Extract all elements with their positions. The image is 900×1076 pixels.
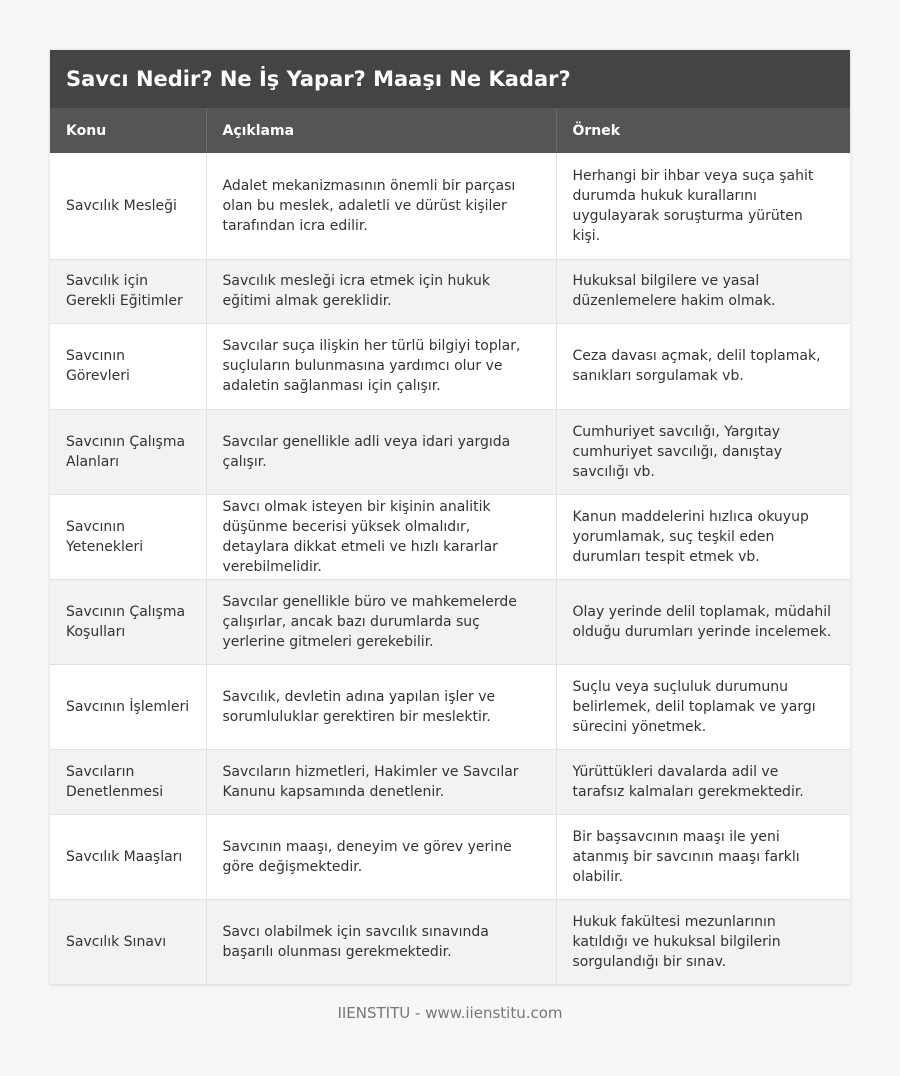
cell-konu: Savcının Çalışma Koşulları [50,579,206,664]
cell-aciklama: Savcılık mesleği icra etmek için hukuk eğitimi almak gereklidir. [206,259,556,323]
cell-ornek: Herhangi bir ihbar veya suça şahit durumda hukuk kurallarını uygulayarak soruşturma yürüten kişi. [556,153,850,259]
cell-ornek: Yürüttükleri davalarda adil ve tarafsız kalmaları gerekmektedir. [556,749,850,814]
cell-konu: Savcılık Maaşları [50,814,206,899]
cell-aciklama: Savcıların hizmetleri, Hakimler ve Savcılar Kanunu kapsamında denetlenir. [206,749,556,814]
cell-ornek: Suçlu veya suçluluk durumunu belirlemek, delil toplamak ve yargı sürecini yönetmek. [556,664,850,749]
cell-ornek: Hukuk fakültesi mezunlarının katıldığı ve hukuksal bilgilerin sorgulandığı bir sınav. [556,899,850,984]
column-header-konu: Konu [50,108,206,153]
cell-konu: Savcılık Sınavı [50,899,206,984]
cell-konu: Savcının İşlemleri [50,664,206,749]
table-row [50,259,850,323]
cell-ornek: Kanun maddelerini hızlıca okuyup yorumlamak, suç teşkil eden durumları tespit etmek vb. [556,494,850,579]
table-row [50,409,850,494]
cell-konu: Savcının Görevleri [50,323,206,409]
cell-ornek: Hukuksal bilgilere ve yasal düzenlemelere hakim olmak. [556,259,850,323]
table-row [50,494,850,579]
table-row [50,814,850,899]
cell-konu: Savcılık için Gerekli Eğitimler [50,259,206,323]
cell-ornek: Bir başsavcının maaşı ile yeni atanmış bir savcının maaşı farklı olabilir. [556,814,850,899]
footer-credit: IIENSTITU - www.iienstitu.com [337,1004,563,1022]
table-card [50,50,850,985]
cell-aciklama: Savcılık, devletin adına yapılan işler ve sorumluluklar gerektiren bir meslektir. [206,664,556,749]
column-header-aciklama: Açıklama [206,108,556,153]
info-table [50,108,850,985]
table-row [50,749,850,814]
table-row [50,664,850,749]
cell-aciklama: Adalet mekanizmasının önemli bir parçası olan bu meslek, adaletli ve dürüst kişiler tarafından icra edilir. [206,153,556,259]
cell-aciklama: Savcı olmak isteyen bir kişinin analitik düşünme becerisi yüksek olmalıdır, detaylara dikkat etmeli ve hızlı kararlar verebilmelidir. [206,494,556,579]
column-header-ornek: Örnek [556,108,850,153]
table-row [50,153,850,259]
cell-konu: Savcılık Mesleği [50,153,206,259]
cell-aciklama: Savcının maaşı, deneyim ve görev yerine göre değişmektedir. [206,814,556,899]
cell-ornek: Cumhuriyet savcılığı, Yargıtay cumhuriyet savcılığı, danıştay savcılığı vb. [556,409,850,494]
cell-konu: Savcıların Denetlenmesi [50,749,206,814]
cell-aciklama: Savcılar genellikle adli veya idari yargıda çalışır. [206,409,556,494]
cell-konu: Savcının Yetenekleri [50,494,206,579]
header-row [50,108,850,153]
cell-aciklama: Savcılar genellikle büro ve mahkemelerde çalışırlar, ancak bazı durumlarda suç yerlerine gitmeleri gerekebilir. [206,579,556,664]
cell-aciklama: Savcılar suça ilişkin her türlü bilgiyi toplar, suçluların bulunmasına yardımcı olur ve adaletin sağlanması için çalışır. [206,323,556,409]
cell-ornek: Olay yerinde delil toplamak, müdahil olduğu durumları yerinde incelemek. [556,579,850,664]
cell-ornek: Ceza davası açmak, delil toplamak, sanıkları sorgulamak vb. [556,323,850,409]
cell-konu: Savcının Çalışma Alanları [50,409,206,494]
table-row [50,899,850,984]
cell-aciklama: Savcı olabilmek için savcılık sınavında başarılı olunması gerekmektedir. [206,899,556,984]
table-row [50,579,850,664]
table-row [50,323,850,409]
table-title: Savcı Nedir? Ne İş Yapar? Maaşı Ne Kadar? [50,50,850,108]
